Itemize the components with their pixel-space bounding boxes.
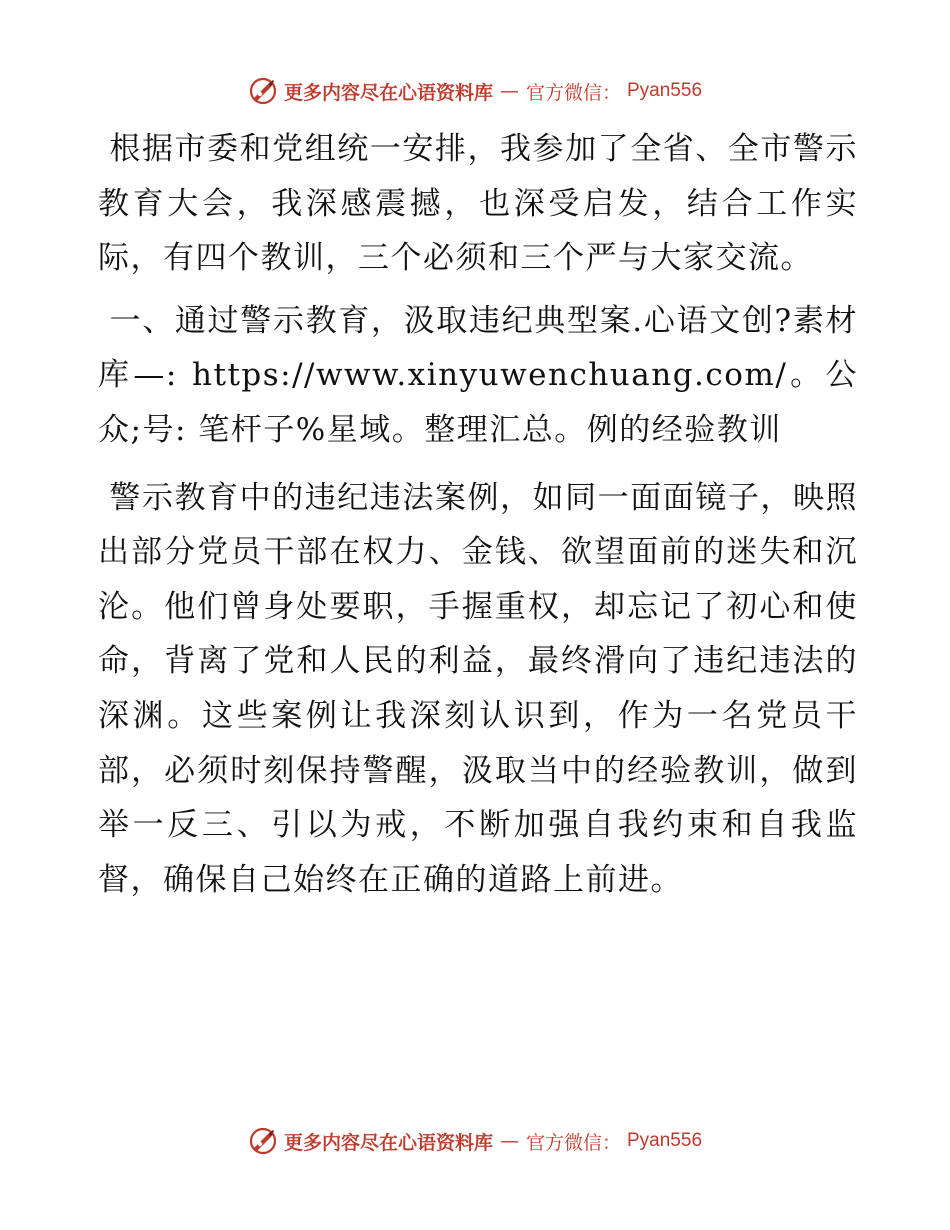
- paragraph-section-heading: 一、通过警示教育，汲取违纪典型案.心语文创?素材库—: https://www.xinyuwenchuang.com/。公众;号: 笔杆子%星域。整理汇总。例的经验教训: [98, 302, 858, 448]
- banner-separator: —: [499, 1130, 519, 1152]
- contact-id: Pyan556: [627, 80, 703, 101]
- quill-seal-icon: [248, 1126, 278, 1156]
- brand-name: 更多内容尽在心语资料库: [283, 1131, 493, 1154]
- contact-label: 官方微信：: [525, 1131, 621, 1154]
- quill-seal-icon: [248, 76, 278, 106]
- brand-name: 更多内容尽在心语资料库: [283, 81, 493, 104]
- paragraph-body: 警示教育中的违纪违法案例，如同一面面镜子，映照出部分党员干部在权力、金钱、欲望面前的迷失和沉沦。他们曾身处要职，手握重权，却忘记了初心和使命，背离了党和人民的利益，最终滑向了违纪违法的深渊。这些案例让我深刻认识到，作为一名党员干部，必须时刻保持警醒，汲取当中的经验教训，做到举一反三、引以为戒，不断加强自我约束和自我监督，确保自己始终在正确的道路上前进。: [98, 479, 858, 898]
- paragraph-intro: 根据市委和党组统一安排，我参加了全省、全市警示教育大会，我深感震撼，也深受启发，结合工作实际，有四个教训，三个必须和三个严与大家交流。: [98, 131, 858, 277]
- document-body: [98, 122, 858, 907]
- header-watermark-banner: [0, 71, 950, 111]
- footer-watermark-banner: [0, 1121, 950, 1161]
- contact-id: Pyan556: [627, 1130, 703, 1151]
- contact-label: 官方微信：: [525, 81, 621, 104]
- banner-separator: —: [499, 80, 519, 102]
